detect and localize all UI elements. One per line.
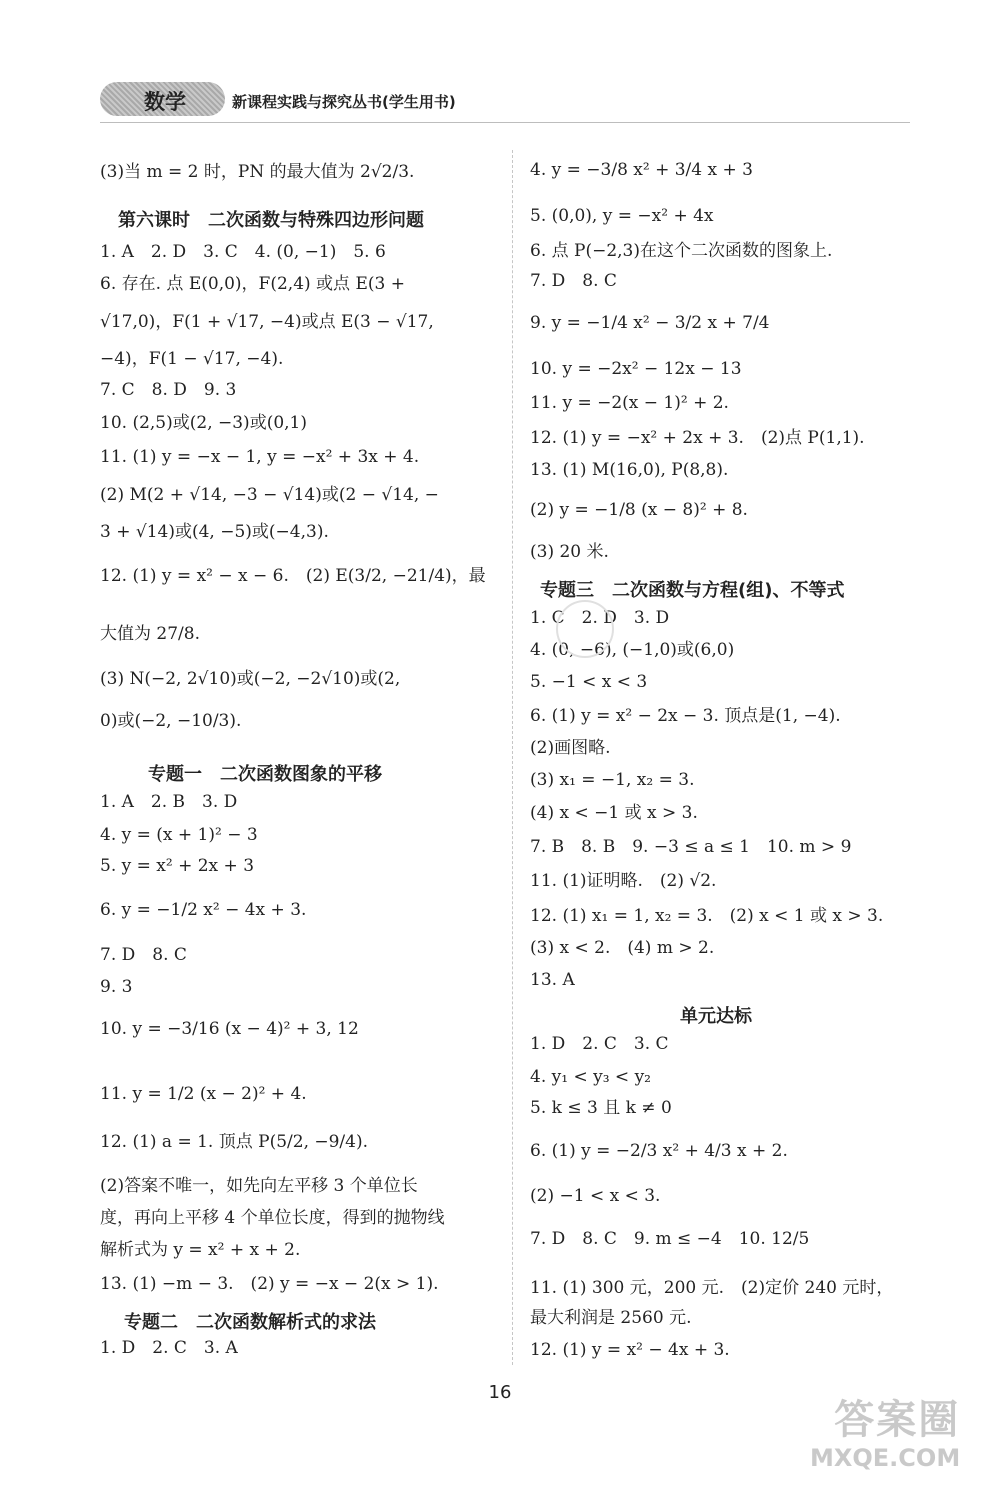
- answer-line: 7. C 8. D 9. 3: [100, 380, 237, 400]
- answer-line: 13. A: [530, 970, 575, 990]
- section-heading: 单元达标: [680, 1006, 752, 1027]
- site-watermark: [810, 1397, 961, 1472]
- answer-line: 6. (1) y = −2/3 x² + 4/3 x + 2.: [530, 1141, 788, 1161]
- column-divider: [512, 150, 513, 1365]
- section-heading: 专题一 二次函数图象的平移: [148, 764, 382, 785]
- answer-line: 4. y₁ < y₃ < y₂: [530, 1067, 651, 1087]
- answer-line: 11. (1) y = −x − 1, y = −x² + 3x + 4.: [100, 447, 420, 467]
- answer-line: (2) y = −1/8 (x − 8)² + 8.: [530, 500, 748, 520]
- faint-stamp: [556, 600, 614, 658]
- answer-line: 5. k ≤ 3 且 k ≠ 0: [530, 1098, 672, 1118]
- answer-line: 6. 点 P(−2,3)在这个二次函数的图象上.: [530, 241, 833, 261]
- answer-line: 4. y = (x + 1)² − 3: [100, 825, 258, 845]
- answer-line: 1. A 2. D 3. C 4. (0, −1) 5. 6: [100, 242, 386, 262]
- answer-line: (4) x < −1 或 x > 3.: [530, 803, 698, 823]
- answer-line: 5. −1 < x < 3: [530, 672, 648, 692]
- answer-line: 1. A 2. B 3. D: [100, 792, 238, 812]
- answer-line: (2)画图略.: [530, 738, 611, 758]
- answer-line: 13. (1) M(16,0), P(8,8).: [530, 460, 729, 480]
- answer-line: 3 + √14)或(4, −5)或(−4,3).: [100, 522, 329, 542]
- answer-line: 12. (1) x₁ = 1, x₂ = 3. (2) x < 1 或 x > 3.: [530, 906, 884, 926]
- answer-line: (2) M(2 + √14, −3 − √14)或(2 − √14, −: [100, 485, 439, 505]
- section-heading: 第六课时 二次函数与特殊四边形问题: [118, 210, 424, 231]
- answer-line: 7. D 8. C 9. m ≤ −4 10. 12/5: [530, 1229, 810, 1249]
- answer-line: 6. (1) y = x² − 2x − 3. 顶点是(1, −4).: [530, 706, 841, 726]
- answer-line: 度，再向上平移 4 个单位长度，得到的抛物线: [100, 1208, 445, 1228]
- answer-line: (3) x < 2. (4) m > 2.: [530, 938, 715, 958]
- answer-line: 11. y = −2(x − 1)² + 2.: [530, 393, 729, 413]
- answer-line: √17,0)，F(1 + √17, −4)或点 E(3 − √17,: [100, 312, 434, 332]
- answer-line: 11. (1) 300 元，200 元. (2)定价 240 元时，: [530, 1278, 894, 1298]
- answer-line: (3)当 m = 2 时，PN 的最大值为 2√2/3.: [100, 162, 415, 182]
- answer-line: 最大利润是 2560 元.: [530, 1308, 692, 1328]
- answer-line: −4)，F(1 − √17, −4).: [100, 349, 284, 369]
- answer-line: 1. D 2. C 3. A: [100, 1338, 238, 1358]
- answer-line: 7. D 8. C: [100, 945, 187, 965]
- answer-line: 6. y = −1/2 x² − 4x + 3.: [100, 900, 307, 920]
- answer-line: 6. 存在. 点 E(0,0)，F(2,4) 或点 E(3 +: [100, 274, 405, 294]
- answer-line: 4. y = −3/8 x² + 3/4 x + 3: [530, 160, 753, 180]
- answer-line: (2) −1 < x < 3.: [530, 1186, 661, 1206]
- answer-line: 0)或(−2, −10/3).: [100, 711, 242, 731]
- watermark-site: MXQE.COM: [810, 1444, 961, 1472]
- answer-line: 10. (2,5)或(2, −3)或(0,1): [100, 413, 307, 433]
- answer-line: 5. y = x² + 2x + 3: [100, 856, 255, 876]
- answer-line: 10. y = −2x² − 12x − 13: [530, 359, 742, 379]
- answer-line: 7. D 8. C: [530, 271, 617, 291]
- answer-line: 11. y = 1/2 (x − 2)² + 4.: [100, 1084, 307, 1104]
- answer-line: 11. (1)证明略. (2) √2.: [530, 871, 717, 891]
- answer-line: 1. D 2. C 3. C: [530, 1034, 669, 1054]
- answer-line: 1. C 2. D 3. D: [530, 608, 670, 628]
- answer-line: 7. B 8. B 9. −3 ≤ a ≤ 1 10. m > 9: [530, 837, 852, 857]
- answer-line: 12. (1) y = x² − 4x + 3.: [530, 1340, 730, 1360]
- answer-line: 10. y = −3/16 (x − 4)² + 3, 12: [100, 1019, 359, 1039]
- answer-line: 9. 3: [100, 977, 133, 997]
- section-heading: 专题三 二次函数与方程(组)、不等式: [540, 580, 845, 601]
- answer-line: 13. (1) −m − 3. (2) y = −x − 2(x > 1).: [100, 1274, 439, 1294]
- answer-line: 解析式为 y = x² + x + 2.: [100, 1240, 301, 1260]
- section-heading: 专题二 二次函数解析式的求法: [124, 1312, 376, 1333]
- header-divider: [100, 122, 910, 123]
- answer-line: (3) 20 米.: [530, 542, 609, 562]
- answer-line: (3) N(−2, 2√10)或(−2, −2√10)或(2,: [100, 669, 401, 689]
- answer-line: 9. y = −1/4 x² − 3/2 x + 7/4: [530, 313, 770, 333]
- answer-line: (2)答案不唯一，如先向左平移 3 个单位长: [100, 1176, 418, 1196]
- answer-line: (3) x₁ = −1, x₂ = 3.: [530, 770, 695, 790]
- answer-line: 大值为 27/8.: [100, 624, 200, 644]
- answer-line: 4. (0, −6), (−1,0)或(6,0): [530, 640, 735, 660]
- answer-line: 12. (1) y = −x² + 2x + 3. (2)点 P(1,1).: [530, 428, 865, 448]
- series-title: 新课程实践与探究丛书(学生用书): [232, 93, 456, 111]
- page-number: 16: [488, 1382, 512, 1403]
- subject-label: 数学: [144, 90, 186, 114]
- answer-line: 12. (1) y = x² − x − 6. (2) E(3/2, −21/4)，最: [100, 566, 486, 586]
- answer-line: 5. (0,0), y = −x² + 4x: [530, 206, 714, 226]
- subject-badge: [100, 82, 225, 116]
- answer-line: 12. (1) a = 1. 顶点 P(5/2, −9/4).: [100, 1132, 369, 1152]
- watermark-logo: 答案圈: [834, 1397, 961, 1443]
- page-header: [100, 82, 480, 118]
